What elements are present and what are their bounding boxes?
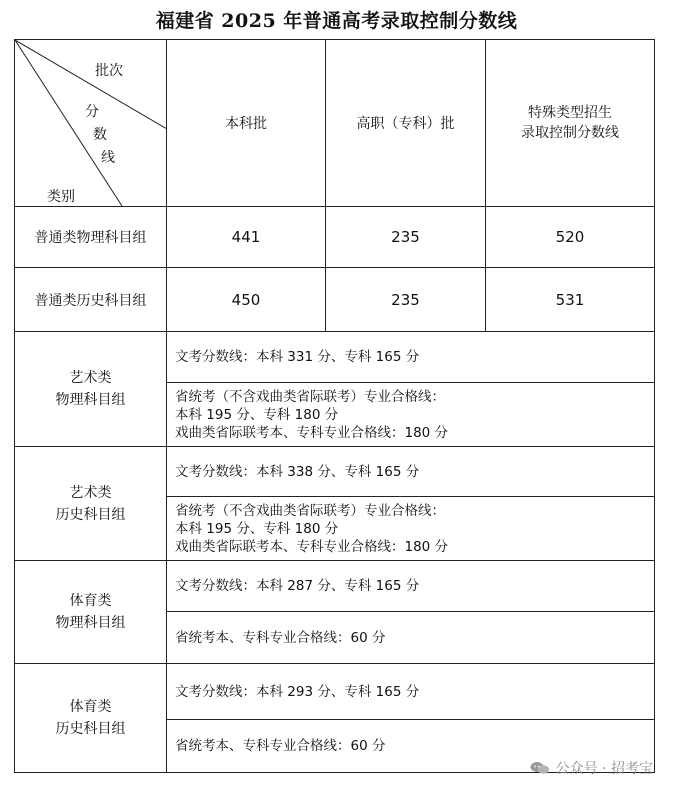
score-cell: 450 — [167, 268, 326, 332]
pro-score-line: 省统考本、专科专业合格线：60 分 — [167, 612, 655, 664]
score-cell: 531 — [486, 268, 655, 332]
corner-score-label-1: 分 — [85, 104, 99, 120]
watermark — [530, 758, 653, 778]
pro-score-line — [167, 383, 655, 447]
wechat-icon — [530, 761, 550, 775]
group-subject: 历史科目组 — [55, 721, 126, 737]
group-row — [15, 664, 655, 720]
col-header-undergrad: 本科批 — [167, 40, 326, 207]
group-type: 艺术类 — [69, 370, 112, 386]
score-table — [14, 39, 655, 773]
page-title: 福建省 2025 年普通高考录取控制分数线 — [155, 10, 518, 32]
score-cell: 441 — [167, 207, 326, 268]
group-row — [15, 561, 655, 612]
score-cell: 520 — [486, 207, 655, 268]
group-subject: 物理科目组 — [55, 392, 126, 408]
pro-line: 戏曲类省际联考本、专科专业合格线：180 分 — [175, 424, 449, 441]
group-subject: 历史科目组 — [55, 506, 126, 523]
group-category — [15, 447, 167, 561]
col-header-vocational: 高职（专科）批 — [326, 40, 486, 207]
pro-line: 本科 195 分、专科 180 分 — [175, 406, 339, 423]
group-type: 体育类 — [69, 699, 112, 715]
pro-score-line — [167, 497, 655, 561]
culture-score-line: 文考分数线：本科 338 分、专科 165 分 — [167, 447, 655, 497]
group-category — [15, 664, 167, 773]
table-row — [15, 207, 655, 268]
group-type: 体育类 — [69, 593, 112, 609]
culture-score-line: 文考分数线：本科 287 分、专科 165 分 — [167, 561, 655, 612]
corner-score-label-2: 数 — [93, 127, 107, 143]
group-category — [15, 332, 167, 447]
pro-line: 省统考（不含戏曲类省际联考）专业合格线： — [175, 388, 445, 405]
group-row — [15, 447, 655, 497]
row-category: 普通类物理科目组 — [15, 207, 167, 268]
score-cell: 235 — [326, 268, 486, 332]
col-header-special: 特殊类型招生 录取控制分数线 — [486, 40, 655, 207]
culture-score-line: 文考分数线：本科 293 分、专科 165 分 — [167, 664, 655, 720]
pro-line: 本科 195 分、专科 180 分 — [175, 520, 339, 537]
table-row — [15, 268, 655, 332]
diagonal-lines — [15, 40, 167, 206]
watermark-text: 公众号 · 招考宝 — [555, 761, 653, 777]
culture-score-line: 文考分数线：本科 331 分、专科 165 分 — [167, 332, 655, 383]
header-row — [15, 40, 655, 207]
pro-score-line: 省统考本、专科专业合格线：60 分 — [167, 720, 655, 773]
group-category — [15, 561, 167, 664]
corner-batch-label: 批次 — [95, 63, 123, 79]
group-row — [15, 332, 655, 383]
pro-line: 戏曲类省际联考本、专科专业合格线：180 分 — [175, 538, 449, 555]
corner-cell — [15, 40, 167, 207]
group-type: 艺术类 — [69, 484, 112, 501]
row-category: 普通类历史科目组 — [15, 268, 167, 332]
group-subject: 物理科目组 — [55, 615, 126, 631]
corner-category-label: 类别 — [47, 189, 75, 205]
corner-score-label-3: 线 — [101, 150, 115, 166]
pro-line: 省统考（不含戏曲类省际联考）专业合格线： — [175, 502, 445, 519]
score-cell: 235 — [326, 207, 486, 268]
